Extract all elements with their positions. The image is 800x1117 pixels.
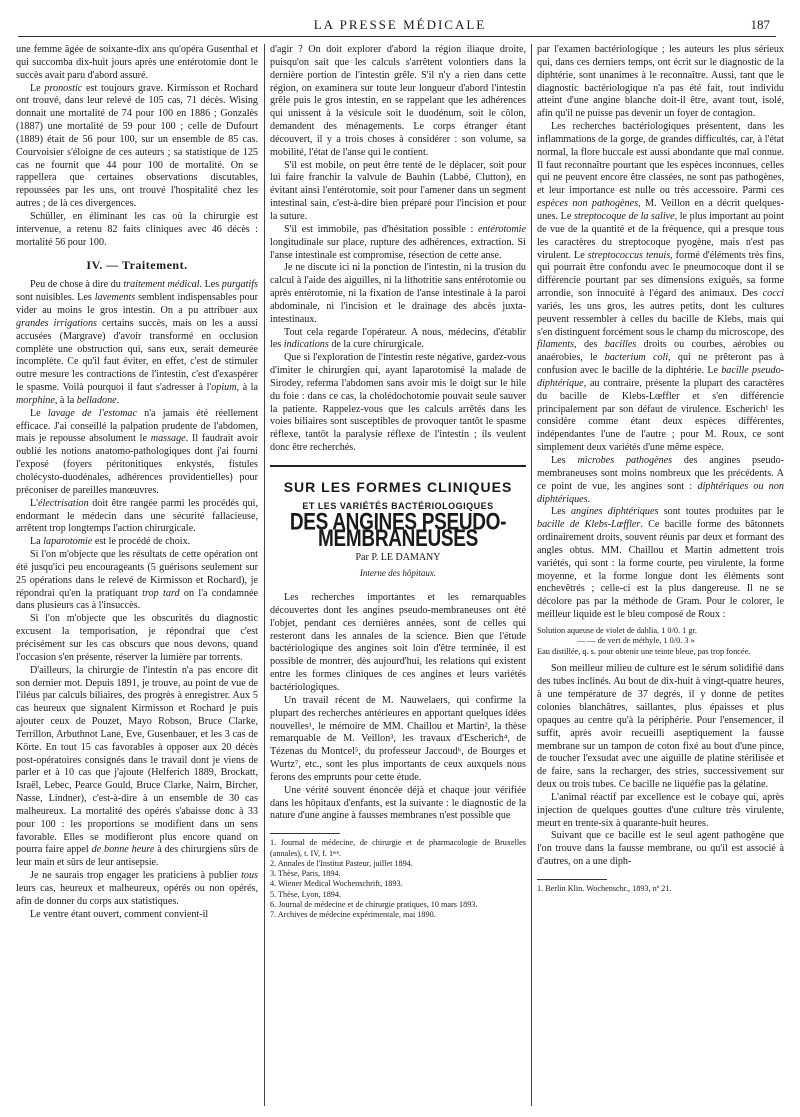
column-middle — [270, 44, 526, 921]
paragraph: Je ne saurais trop engager les praticiens à publier tous leurs cas, heureux et malheureux, opérés ou non opérés, afin de donner du corps aux statistiques. — [16, 870, 258, 907]
paragraph: Tout cela regarde l'opérateur. A nous, médecins, d'établir les indications de la cure chirurgicale. — [270, 326, 526, 351]
footnote: 6. Journal de médecine et de chirurgie pratiques, 10 mars 1893. — [270, 900, 478, 910]
header-rule — [18, 36, 776, 37]
paragraph: Une vérité souvent énoncée déjà et chaque jour vérifiée dans les hôpitaux d'enfants, est la suivante : le diagnostic de la nature d'une angine à fausses membranes n'est possible que — [270, 784, 526, 822]
paragraph: d'agir ? On doit explorer d'abord la région iliaque droite, puisqu'on sait que les calculs s'arrêtent volontiers dans la dernière portion de l'intestin grêle. S'il n'y a rien dans cette région, on examinera sur toute leur longueur d'abord l'intestin grêle puis le gros intestin, en se rappelant que les adhérences qui unissent à la vésicule soit le duodénum, soit le côlon, demandent des ménagements. Le corps étranger étant découvert, il y a trois choses à considérer : son volume, sa mobilité, l'état de l'anse qui le contient. — [270, 44, 526, 158]
paragraph: S'il est immobile, pas d'hésitation possible : entérotomie longitudinale sur place, rupture des adhérences, extraction. Si l'anse intestinale est compromise, résection de cette anse. — [270, 223, 526, 261]
footnote-separator — [270, 833, 340, 834]
footnote: 2. Annales de l'Institut Pasteur, juillet 1894. — [270, 858, 413, 868]
paragraph: Si l'on m'objecte que les résultats de cette opération ont été jusqu'ici peu encourageants (5 guérisons seulement sur 25 opérations dans le relevé de Kirmisson et Rochard), je répondrai qu'en la pratiquant trop tard on l'a condamnée dans plusieurs cas à l'insuccès. — [16, 549, 259, 612]
page-header — [0, 14, 800, 36]
formula-line: Eau distillée, q. s. pour obtenir une teinte bleue, pas trop foncée. — [537, 646, 751, 656]
column-left — [16, 44, 258, 922]
paragraph: La laparotomie est le procédé de choix. — [30, 536, 191, 548]
paragraph: Schüller, en éliminant les cas où la chirurgie est intervenue, a retenu 82 faits cliniques avec 46 décès : mortalité 56 pour 100. — [16, 210, 258, 248]
paragraph-treatment: Peu de chose à dire du traitement médical. Les purgatifs sont nuisibles. Les lavements semblent indispensables pour vider au moins le gros intestin. On a pu attribuer aux grandes irrigations certains succès, mais on les a aussi accusées (Margrave) d'avoir transformé en occlusion complète une obstruction qui, sans eux, serait demeurée incomplète. Ce qu'il faut éviter, en effet, c'est de stimuler outre mesure les contractions de l'intestin, c'est d'exaspérer le spasme. Voilà pourquoi il faut s'adresser à l'opium, à la morphine, à la belladone. — [16, 279, 259, 406]
paragraph: Les angines diphtériques sont toutes produites par le bacille de Klebs-Lœffler. Ce bacille forme des bâtonnets ordinairement droits, souvent réunis par deux et formant des angles obtus. MM. Chaillou et Martin admettent trois variétés, qui sont : la forme courte, peu virulente, la forme moyenne, et la forme longue dont les éléments sont enchevêtrés ; celle-ci est la plus dangereuse. Il ne se décolore pas par la méthode de Gram. Pour le colorer, le meilleur liquide est le bleu composé de Roux : — [537, 506, 785, 621]
column-divider-right — [531, 44, 532, 1106]
stain-formula — [537, 626, 784, 658]
footnote: 5. Thèse, Lyon, 1894. — [270, 889, 342, 899]
paragraph: L'électrisation doit être rangée parmi les procédés qui, endormant le médecin dans une sécurité fallacieuse, arrêtent trop longtemps l'action chirurgicale. — [16, 497, 258, 535]
formula-line: Solution aqueuse de violet de dahlia, 1 0/0. 1 gr. — [537, 625, 697, 635]
paragraph: Son meilleur milieu de culture est le sérum solidifié dans des tubes inclinés. Au bout de dix-huit à vingt-quatre heures, à une température de 37 degrés, il y donne de petites colonies blanchâtres, saillantes, plus épaisses et plus opaques au centre qu'à la périphérie. Pour l'ensemencer, il suffit, après avoir recueilli aseptiquement la fausse membrane sur un tampon de coton fixé au bout d'une pince, de toucher l'exsudat avec une aiguille de platine stérilisée et de faire, sans la recharger, des stries, successivement sur deux ou trois tubes. Ce bacille ne liquéfie pas la gélatine. — [537, 663, 784, 791]
footnote: 1. Journal de médecine, de chirurgie et de pharmacologie de Bruxelles (annales), t. IV, f. 1ᵉʳᵉ. — [270, 838, 526, 858]
paragraph: par l'examen bactériologique ; les auteurs les plus sérieux qui, dans ces derniers temps, ont écrit sur le diagnostic de la diphtérie, sont unanimes à le reconnaître. Aussi, tant que le diagnostic bactériologique n'a pas été fait, tout individu atteint d'une angine blanche doit-il être, avant tout, isolé, afin qu'il ne puisse pas devenir un foyer de contagion. — [537, 44, 784, 120]
column-right — [537, 44, 784, 894]
paragraph-prognosis: Le pronostic est toujours grave. Kirmisson et Rochard ont trouvé, dans leur relevé de 105 cas, 71 décès. Wising donnait une mortalité de 74 pour 100 en 1886 ; Gonzalès (1887) une mortalité de 59 pour 100 ; celle de Dufourt (1889) était de 56 pour 100, sur un ensemble de 85 cas. Courvoisier s'éloigne de ces auteurs ; sa statistique de 125 cas ne fournit que 44 pour 100 de mortalité. On se rappellera que certaines observations discutables, repoussées par les uns, ont trouvé l'hospitalité chez les autres ; de là ces divergences. — [16, 82, 258, 210]
paragraph: Un travail récent de M. Nauwelaers, qui confirme la plupart des recherches antérieures en apportant quelques idées nouvelles¹, le mémoire de MM. Chaillou et Martin², la thèse remarquable de M. Veillon³, les travaux d'Escherich⁴, de Tézenas du Montcel⁵, du professeur Jaccoud⁶, de Bourges et Wurtz⁷, etc., sont les plus importants de ceux auxquels nous ferons des emprunts pour cette étude. — [270, 694, 526, 783]
footnote: 4. Wiener Medical Wochenschrift, 1893. — [270, 879, 403, 889]
paragraph: une femme âgée de soixante-dix ans qu'opéra Gusenthal et qui succomba dix-huit jours après une entérotomie dont le succès avait paru d'abord assuré. — [16, 44, 258, 81]
paragraph: L'animal réactif par excellence est le cobaye qui, après injection de quelques gouttes d'une culture très virulente, meurt en trente-six à quarante-huit heures. — [537, 791, 784, 829]
formula-line: — — de vert de méthyle, 1 0/0. 3 » — [577, 636, 695, 646]
footnote: 3. Thèse, Paris, 1894. — [270, 869, 341, 879]
paragraph: Si l'on m'objecte que les obscurités du diagnostic excusent la temporisation, je répondrai que c'est précisément sur les cas obscurs que nous devons, quand l'occasion s'en présente, réserver la lumière par torrents. — [16, 613, 258, 663]
journal-title: LA PRESSE MÉDICALE — [313, 17, 487, 32]
article-author-role: Interne des hôpitaux. — [359, 568, 437, 579]
article-title-line-2: ET LES VARIÉTÉS BACTÉRIOLOGIQUES — [302, 500, 494, 511]
footnote: 1. Berlin Klin. Wochenschr., 1893, nº 21. — [537, 883, 672, 893]
column-divider-left — [264, 44, 265, 1106]
section-heading: IV. — Traitement. — [86, 257, 188, 272]
article-author: Par P. LE DAMANY — [355, 552, 441, 564]
paragraph: Le lavage de l'estomac n'a jamais été réellement efficace. J'ai conseillé la palpation prudente de l'abdomen, mais je repousse absolument le massage. Il faudrait avoir oublié les notions anatomo-pathologiques dont j'ai fourni l'exposé (foyers péritonitiques enkystés, fistules cholécysto-duodénales, adhérences providentielles) pour préconiser de pareilles manœuvres. — [16, 407, 259, 496]
paragraph: Je ne discute ici ni la ponction de l'intestin, ni la trusion du calcul à l'aide des aiguilles, ni la lithotritie sans entérotomie ou après entérotomie, ni la fixation de l'anse intestinale à la paroi abdominale, ni l'incision et le drainage des abcès juxta-intestinaux. — [270, 262, 526, 325]
footnote: 7. Archives de médecine expérimentale, mai 1890. — [270, 910, 436, 920]
article-title-line-3: DES ANGINES PSEUDO-MEMBRANEUSES — [289, 509, 507, 552]
paragraph: Que si l'exploration de l'intestin reste négative, gardez-vous d'imiter le chirurgien qui, ayant laparotomisé la malade de Sirodey, referma l'abdomen sans avoir mis le doigt sur le hile du foie : dans ce cas, la cholédochotomie pouvait seule sauver la patiente. Rappelez-vous que les calculs arrêtés dans les voies biliaires sont susceptibles de provoquer tantôt le spasme réflexe, tantôt la paralysie réflexe de l'intestin ; ils veulent donc être recherchés. — [270, 352, 526, 454]
footnote-separator — [537, 879, 607, 880]
paragraph: Les recherches importantes et les remarquables découvertes dont les angines pseudo-membraneuses ont été l'objet, pendant ces dernières années, sont de celles qui resteront dans les annales de la science. Bien que l'étude bactériologique des angines soit loin d'être terminée, il est possible de montrer, dès aujourd'hui, les relations qui existent entre les formes cliniques de ces angines et leurs variétés bactériologiques. — [270, 592, 526, 693]
paragraph: Les microbes pathogènes des angines pseudo-membraneuses sont moins nombreux que les précédents. A ce point de vue, les angines sont : diphtériques ou non diphtériques. — [537, 455, 785, 505]
paragraph: D'ailleurs, la chirurgie de l'intestin n'a pas encore dit son dernier mot. Depuis 1891, je trouve, au point de vue de l'iléus par calculs biliaires, des progrès à enregistrer. Aux 5 cas heureux que signalent Kirmisson et Rochard je puis ajouter ceux de Pouzet, Mayo Robson, Bruce Clarke, Terrillon, Arbuthnot Lane, Eve, Gusenbauer, et les 3 cas de Körte. En tout 15 cas favorables à opposer aux 20 décès post-opératoires consignés dans le travail dont je viens de parler et à 10 cas que j'ajoute (Helferich 1889, Brockatt, Israël, Lebec, Pearce Gould, Bruce Clarke, Nairn, Bircher, Nasse, Lindner), c'est-à-dire à un ensemble de 30 cas malheureux. La mortalité des opérés s'abaisse donc à 33 pour 100 : les proportions se modifient dans un sens favorable. Elles se modifieront plus encore quand on pourra faire appel de bonne heure à des chirurgiens sûrs de leur main et sûrs de leur antisepsie. — [16, 664, 258, 869]
article-heading — [270, 465, 526, 580]
paragraph: Suivant que ce bacille est le seul agent pathogène que l'on trouve dans la fausse membrane, ou qu'il est associé à d'autres, on a une diph- — [537, 830, 784, 868]
page-number: 187 — [750, 17, 770, 32]
paragraph: Le ventre étant ouvert, comment convient-il — [30, 908, 209, 920]
article-title-line-1: SUR LES FORMES CLINIQUES — [283, 479, 513, 495]
paragraph: Les recherches bactériologiques présentent, dans les inflammations de la gorge, de grandes difficultés, car, à l'état normal, la flore buccale est aussi abondante que mal connue. Il faut reconnaître pourtant que les espèces inconnues, celles qui ne peuvent encore être classées, ne sont pas pathogènes, et leur importance est nulle ou très accessoire. Parmi ces espèces non pathogènes, M. Veillon en a décrit quelques-unes. Le streptocoque de la salive, le plus important au point de vue de la quantité et de la fréquence, qui a presque tous les caractères du streptocoque pyogène, mais n'est pas virulent. Le streptococcus tenuis, formé d'éléments très fins, qui pourrait être confondu avec le pneumocoque dont il se différencie pourtant par ses dimensions exiguës, sa forme arrondie, son innocuité à l'égard des animaux. Des cocci variés, les uns gros, les autres petits, dont les cultures peuvent ressembler à celles du bacille de Klebs, mais qui s'en distinguent forcément sous le champ du microscope, des filaments, des bacilles droits ou courbes, aérobies ou anaérobies, le bacterium coli, qui ne prêteront pas à confusion avec le bacille de la diphtérie. Le bacille pseudo-diphtérique, au contraire, présente la plupart des caractères du bacille de Klebs-Lœffler et s'en différencie principalement par son défaut de virulence. Escherich¹ les considère comme étant deux espèces différentes, indépendantes l'une de l'autre ; pour M. Roux, ce sont simplement deux variétés d'une même espèce. — [537, 121, 785, 454]
paragraph: S'il est mobile, on peut être tenté de le déplacer, soit pour lui faire franchir la valvule de Bauhin (Labbé, Clutton), en évitant ainsi l'entérotomie, soit pour l'amener dans un segment intestinal sain, c'est-à-dire bien préparé pour l'incision et pour la suture. — [270, 159, 526, 222]
